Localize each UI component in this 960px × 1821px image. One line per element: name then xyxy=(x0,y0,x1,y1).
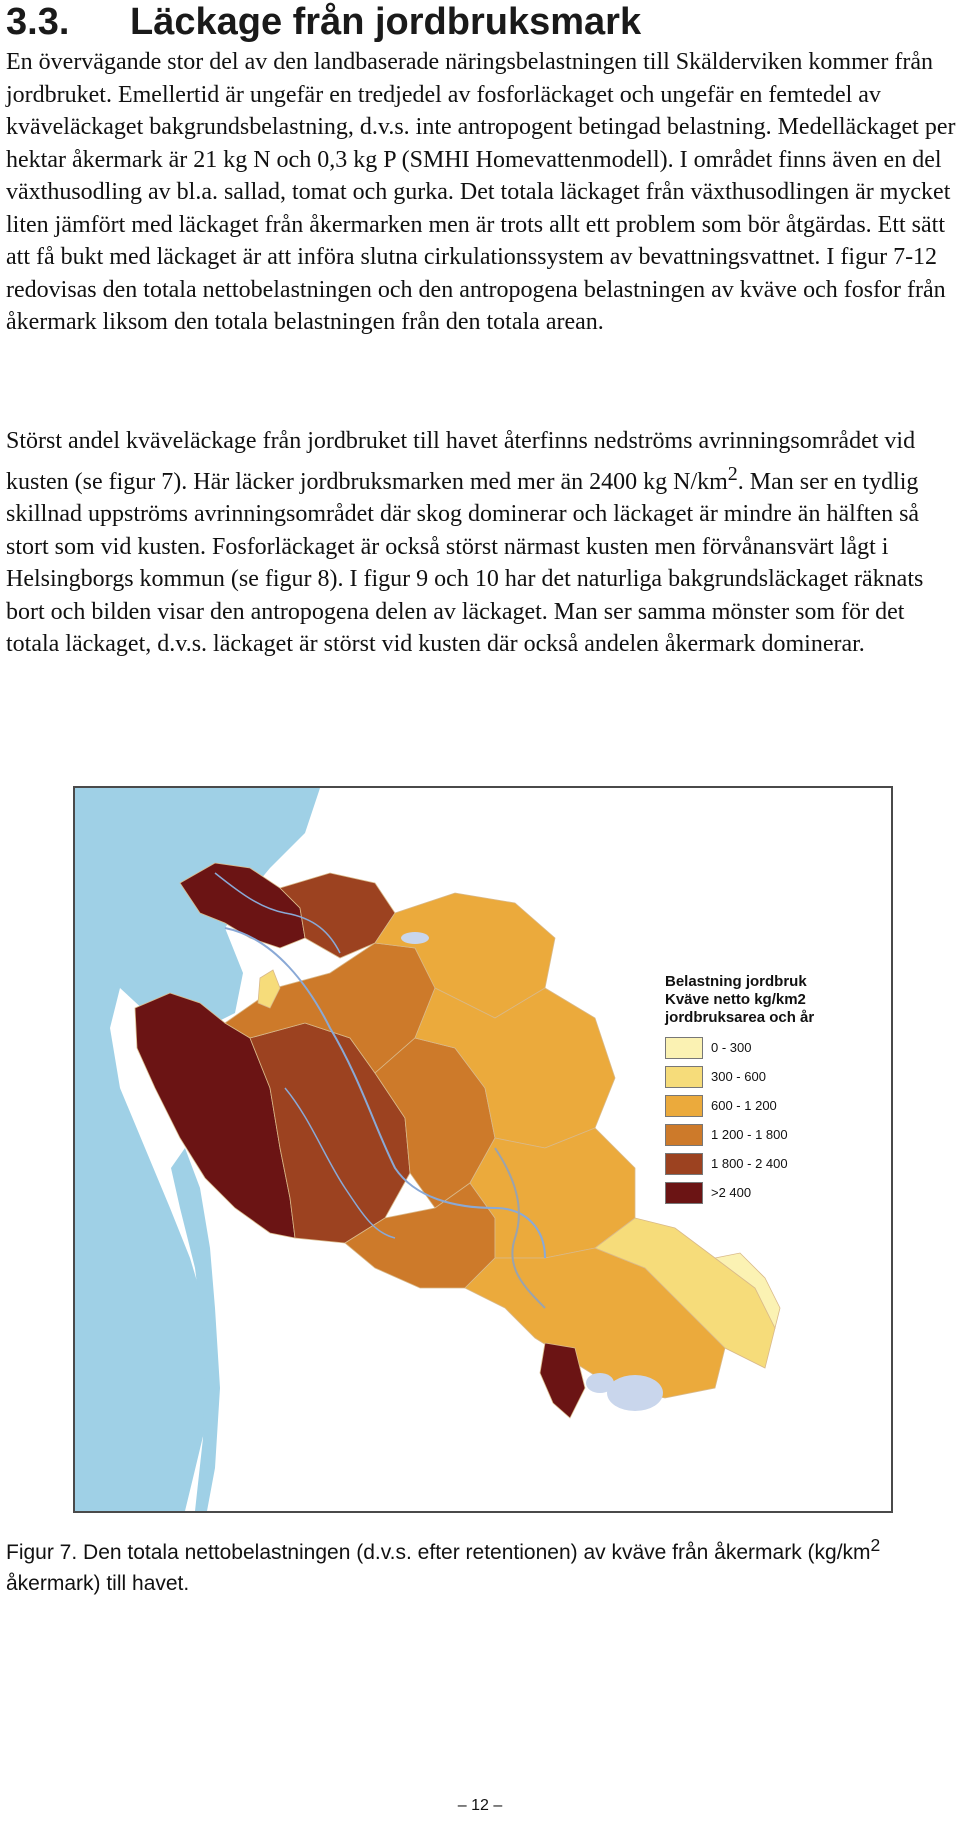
legend-label: >2 400 xyxy=(711,1185,752,1200)
caption-part-1: Figur 7. Den totala nettobelastningen (d.v.s. efter retentionen) av kväve från åkermark (kg/km xyxy=(6,1541,871,1564)
legend-label: 1 200 - 1 800 xyxy=(711,1127,788,1142)
legend-item xyxy=(665,1178,865,1207)
paragraph-1: En övervägande stor del av den landbaserade näringsbelastningen till Skälderviken kommer från jordbruket. Emellertid är ungefär en tredjedel av fosforläckaget och ungefär en femtedel av kväveläckaget bakgrundsbelastning, d.v.s. inte antropogent betingad belastning. Medelläckaget per hektar åkermark är 21 kg N och 0,3 kg P (SMHI Homevattenmodell). I området finns även en del växthusodling av bl.a. sallad, tomat och gurka. Det totala läckaget från växthusodlingen är mycket liten jämfört med läckaget från åkermarken men är trots allt ett problem som bör åtgärdas. Ett sätt att få bukt med läckaget är att införa slutna cirkulationssystem av bevattningsvattnet. I figur 7-12 redovisas den totala nettobelastningen och den antropogena belastningen av kväve och fosfor från åkermark liksom den totala belastningen från den totala arean. xyxy=(6,49,956,335)
superscript-2: 2 xyxy=(727,462,738,485)
paragraph-2-part-1: Störst andel kväveläckage från jordbruket till havet återfinns nedströms avrinningsområdet vid kusten (se figur 7). Här läcker jordbruksmarken med mer än 2400 kg N/km xyxy=(6,428,916,495)
lake-2 xyxy=(607,1375,663,1411)
legend-title-line-2: Kväve netto kg/km2 xyxy=(665,991,806,1008)
legend-item xyxy=(665,1120,865,1149)
caption-superscript: 2 xyxy=(870,1535,881,1555)
section-heading xyxy=(6,0,641,44)
legend-swatch xyxy=(665,1124,703,1146)
legend-item xyxy=(665,1062,865,1091)
paragraph-2 xyxy=(6,425,956,661)
figure-caption xyxy=(6,1530,956,1599)
legend-title-line-1: Belastning jordbruk xyxy=(665,973,807,990)
legend-title xyxy=(665,973,865,1027)
lake-3 xyxy=(586,1373,614,1393)
caption-part-2: åkermark) till havet. xyxy=(6,1572,190,1595)
legend-swatch xyxy=(665,1037,703,1059)
legend-swatch xyxy=(665,1153,703,1175)
legend-swatch xyxy=(665,1066,703,1088)
legend-title-line-3: jordbruksarea och år xyxy=(665,1009,815,1026)
page-number: – 12 – xyxy=(457,1797,503,1814)
legend-label: 0 - 300 xyxy=(711,1040,752,1055)
legend-item xyxy=(665,1149,865,1178)
legend-item xyxy=(665,1033,865,1062)
legend-swatch xyxy=(665,1095,703,1117)
legend-item xyxy=(665,1091,865,1120)
legend-label: 300 - 600 xyxy=(711,1069,766,1084)
section-title: Läckage från jordbruksmark xyxy=(130,1,642,43)
lake-1 xyxy=(401,932,429,944)
nitrogen-load-map xyxy=(73,786,893,1513)
legend-swatch xyxy=(665,1182,703,1204)
section-number: 3.3. xyxy=(6,1,70,43)
legend-label: 600 - 1 200 xyxy=(711,1098,777,1113)
paragraph-2-part-2: . Man ser en tydlig skillnad uppströms avrinningsområdet där skog dominerar och läckaget är mindre än hälften så stort som vid kusten. Fosforläckaget är också störst närmast kusten men förvånansvärt lågt i Helsingborgs kommun (se figur 8). I figur 9 och 10 har det naturliga bakgrundsläckaget räknats bort och bilden visar den antropogena delen av läckaget. Man ser samma mönster som för det totala läckaget, d.v.s. läckaget är störst vid kusten där också andelen åkermark dominerar. xyxy=(6,468,924,657)
map-legend xyxy=(665,973,865,1207)
legend-label: 1 800 - 2 400 xyxy=(711,1156,788,1171)
